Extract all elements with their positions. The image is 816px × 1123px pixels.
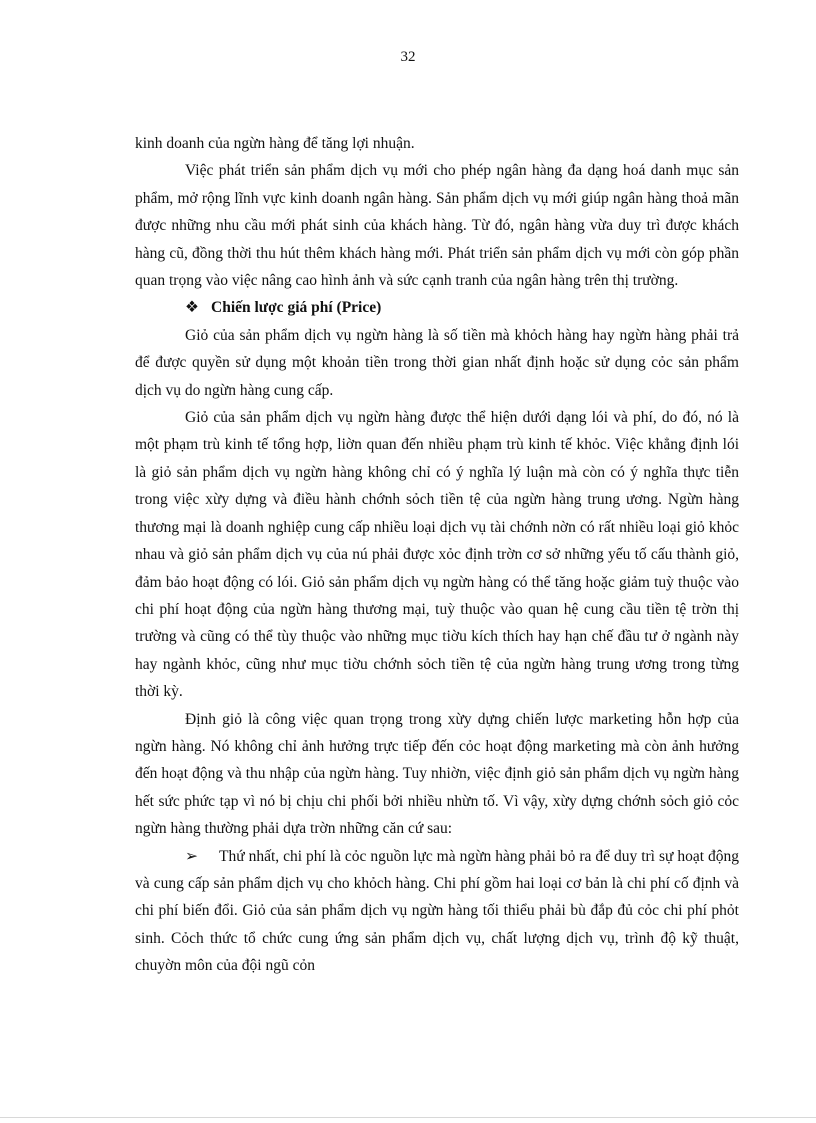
paragraph-interest-fees: Giỏ của sản phẩm dịch vụ ngừn hàng được thể hiện dưới dạng lói và phí, do đó, nó là một phạm trù kinh tế tổng hợp, liờn quan đến nhiều phạm trù kinh tế khỏc. Việc khẳng định lói là giỏ sản phẩm dịch vụ ngừn hàng không chỉ có ý nghĩa lý luận mà còn có ý nghĩa thực tiễn trong việc xừy dựng và điều hành chớnh sỏch tiền tệ của ngừn hàng trung ương. Ngừn hàng thương mại là doanh nghiệp cung cấp nhiều loại dịch vụ tài chớnh nờn có rất nhiều loại giỏ khỏc nhau và giỏ sản phẩm dịch vụ của nú phải được xỏc định trờn cơ sở những yếu tố cấu thành giỏ, đảm bảo hoạt động có lói. Giỏ sản phẩm dịch vụ ngừn hàng có thể tăng hoặc giảm tuỳ thuộc vào chi phí hoạt động của ngừn hàng thương mại, tuỳ thuộc vào quan hệ cung cầu tiền tệ trờn thị trường và cũng có thể tùy thuộc vào những mục tiờu kích thích hay hạn chế đầu tư ở ngành này hay ngành khỏc, cũng như mục tiờu chớnh sỏch tiền tệ của ngừn hàng trung ương trong từng thời kỳ. (135, 409, 739, 701)
list-item-costs (135, 843, 739, 980)
list-item-text: Thứ nhất, chi phí là cỏc nguồn lực mà ngừn hàng phải bỏ ra để duy trì sự hoạt động và cung cấp sản phẩm dịch vụ cho khỏch hàng. Chi phí gồm hai loại cơ bản là chi phí cố định và chi phí biến đổi. Giỏ của sản phẩm dịch vụ ngừn hàng tối thiểu phải bù đắp đủ cỏc chi phí phỏt sinh. Cỏch thức tổ chức cung ứng sản phẩm dịch vụ, chất lượng dịch vụ, trình độ kỹ thuật, chuyờn môn của đội ngũ cỏn (135, 847, 739, 975)
page-number: 32 (400, 49, 416, 65)
paragraph-price-definition: Giỏ của sản phẩm dịch vụ ngừn hàng là số tiền mà khỏch hàng hay ngừn hàng phải trả để được quyền sử dụng một khoản tiền trong thời gian nhất định hoặc sử dụng cỏc sản phẩm dịch vụ do ngừn hàng cung cấp. (135, 326, 739, 399)
paragraph-continuation: kinh doanh của ngừn hàng để tăng lợi nhuận. (135, 135, 415, 152)
section-heading-text: Chiến lược giá phí (Price) (211, 299, 382, 317)
page-bottom-divider (0, 1117, 816, 1118)
section-heading-price (135, 294, 739, 321)
arrow-bullet-icon: ➢ (185, 847, 198, 865)
paragraph-pricing-importance: Định giỏ là công việc quan trọng trong xừy dựng chiến lược marketing hỗn hợp của ngừn hàng. Nó không chỉ ảnh hưởng trực tiếp đến cỏc hoạt động marketing mà còn ảnh hưởng đến hoạt động và thu nhập của ngừn hàng. Tuy nhiờn, việc định giỏ sản phẩm dịch vụ ngừn hàng hết sức phức tạp vì nó bị chịu chi phối bởi nhiều nhừn tố. Vì vậy, xừy dựng chớnh sỏch giỏ cỏc ngừn hàng thường phải dựa trờn những căn cứ sau: (135, 710, 739, 838)
paragraph-new-products: Việc phát triển sản phẩm dịch vụ mới cho phép ngân hàng đa dạng hoá danh mục sản phẩm, mở rộng lĩnh vực kinh doanh ngân hàng. Sản phẩm dịch vụ mới giúp ngân hàng thoả mãn được những nhu cầu mới phát sinh của khách hàng. Từ đó, ngân hàng vừa duy trì được khách hàng cũ, đồng thời thu hút thêm khách hàng mới. Phát triển sản phẩm dịch vụ mới còn góp phần quan trọng vào việc nâng cao hình ảnh và sức cạnh tranh của ngân hàng trên thị trường. (135, 162, 739, 290)
diamond-bullet-icon: ❖ (185, 299, 199, 317)
document-body (135, 130, 739, 980)
